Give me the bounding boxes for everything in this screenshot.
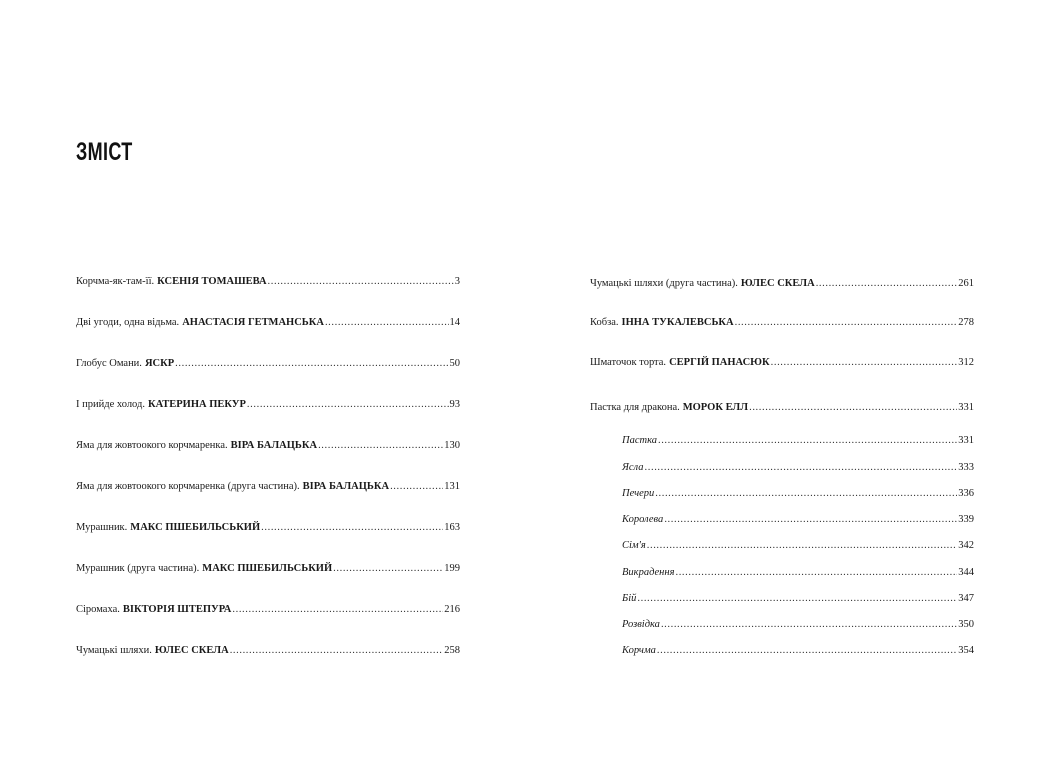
entry-author: ВІРА БАЛАЦЬКА <box>230 440 318 451</box>
dot-leader <box>175 357 448 371</box>
entry-page: 339 <box>958 514 974 525</box>
entry-title: Мурашник. <box>76 522 128 533</box>
sub-entry-title: Королева <box>622 514 664 525</box>
entry-title: Сіромаха. <box>76 604 120 615</box>
entry-title: Мурашник (друга частина). <box>76 563 200 574</box>
toc-sub-entry <box>622 566 974 580</box>
sub-entry-title: Печери <box>622 488 655 499</box>
entry-page: 331 <box>958 435 974 446</box>
sub-entry-title: Бій <box>622 593 637 604</box>
toc-entry <box>76 439 460 453</box>
entry-page: 336 <box>958 488 974 499</box>
page-title: ЗМІСТ <box>76 138 133 166</box>
entry-title: Корчма-як-там-її. <box>76 276 155 287</box>
toc-entry <box>590 401 974 415</box>
entry-author: ВІКТОРІЯ ШТЕПУРА <box>122 604 232 615</box>
entry-page: 278 <box>958 317 974 328</box>
entry-page: 130 <box>444 440 460 451</box>
entry-page: 258 <box>444 645 460 656</box>
dot-leader <box>268 275 454 289</box>
sub-entry-title: Корчма <box>622 645 656 656</box>
entry-title: І прийде холод. <box>76 399 145 410</box>
entry-author: АНАСТАСІЯ ГЕТМАНСЬКА <box>182 317 324 328</box>
dot-leader <box>325 316 449 330</box>
dot-leader <box>664 513 957 527</box>
dot-leader <box>637 592 957 606</box>
entry-page: 261 <box>958 278 974 289</box>
sub-entry-title: Розвідка <box>622 619 660 630</box>
dot-leader <box>655 487 957 501</box>
toc-entry <box>76 316 460 330</box>
toc-entry <box>76 357 460 371</box>
dot-leader <box>647 539 958 553</box>
entry-title: Шматочок торта. <box>590 357 667 368</box>
entry-author: ЮЛЕС СКЕЛА <box>154 645 229 656</box>
toc-sub-entry <box>622 461 974 475</box>
toc-sub-entry <box>622 513 974 527</box>
toc-entry <box>76 562 460 576</box>
dot-leader <box>318 439 443 453</box>
entry-author: МАКС ПШЕБИЛЬСЬКИЙ <box>202 563 333 574</box>
entry-title: Чумацькі шляхи. <box>76 645 152 656</box>
entry-author: СЕРГІЙ ПАНАСЮК <box>669 357 770 368</box>
toc-sub-entry <box>622 618 974 632</box>
entry-page: 50 <box>449 358 460 369</box>
entry-author: ІННА ТУКАЛЕВСЬКА <box>621 317 734 328</box>
dot-leader <box>645 461 958 475</box>
entry-page: 331 <box>958 402 974 413</box>
dot-leader <box>658 434 957 448</box>
entry-page: 347 <box>958 593 974 604</box>
dot-leader <box>390 480 443 494</box>
sub-entry-title: Ясла <box>622 462 644 473</box>
entry-author: ВІРА БАЛАЦЬКА <box>302 481 390 492</box>
toc-entry <box>76 398 460 412</box>
entry-author: КАТЕРИНА ПЕКУР <box>147 399 246 410</box>
toc-entry <box>590 316 974 330</box>
entry-author: ЯСКР <box>144 358 175 369</box>
dot-leader <box>247 398 449 412</box>
entry-title: Глобус Омани. <box>76 358 142 369</box>
entry-page: 342 <box>958 540 974 551</box>
dot-leader <box>230 644 444 658</box>
entry-title: Кобза. <box>590 317 619 328</box>
dot-leader <box>661 618 957 632</box>
toc-entry <box>76 521 460 535</box>
dot-leader <box>816 277 958 291</box>
dot-leader <box>735 316 958 330</box>
toc-entry <box>76 644 460 658</box>
entry-page: 199 <box>444 563 460 574</box>
entry-page: 312 <box>958 357 974 368</box>
entry-page: 344 <box>958 567 974 578</box>
entry-title: Яма для жовтоокого корчмаренка (друга частина). <box>76 481 300 492</box>
dot-leader <box>675 566 957 580</box>
dot-leader <box>771 356 958 370</box>
dot-leader <box>261 521 443 535</box>
entry-page: 333 <box>958 462 974 473</box>
toc-sub-entry <box>622 539 974 553</box>
toc-sub-entry <box>622 487 974 501</box>
dot-leader <box>657 644 957 658</box>
entry-page: 93 <box>449 399 460 410</box>
entry-page: 163 <box>444 522 460 533</box>
sub-entry-title: Сім'я <box>622 540 646 551</box>
entry-page: 216 <box>444 604 460 615</box>
entry-page: 354 <box>958 645 974 656</box>
entry-author: КСЕНІЯ ТОМАШЕВА <box>157 276 267 287</box>
toc-sub-entry <box>622 434 974 448</box>
toc-sub-entry <box>622 644 974 658</box>
entry-title: Пастка для дракона. <box>590 402 680 413</box>
toc-entry <box>76 275 460 289</box>
toc-entry <box>76 603 460 617</box>
entry-title: Яма для жовтоокого корчмаренка. <box>76 440 228 451</box>
entry-title: Дві угоди, одна відьма. <box>76 317 180 328</box>
dot-leader <box>749 401 957 415</box>
entry-page: 131 <box>444 481 460 492</box>
entry-page: 350 <box>958 619 974 630</box>
entry-author: ЮЛЕС СКЕЛА <box>740 278 815 289</box>
toc-entry <box>590 277 974 291</box>
entry-author: МОРОК ЕЛЛ <box>682 402 749 413</box>
sub-entry-title: Викрадення <box>622 567 675 578</box>
toc-sub-entry <box>622 592 974 606</box>
dot-leader <box>333 562 443 576</box>
toc-entry <box>590 356 974 370</box>
sub-entry-title: Пастка <box>622 435 657 446</box>
toc-entry <box>76 480 460 494</box>
dot-leader <box>232 603 443 617</box>
entry-author: МАКС ПШЕБИЛЬСЬКИЙ <box>130 522 261 533</box>
entry-title: Чумацькі шляхи (друга частина). <box>590 278 738 289</box>
entry-page: 3 <box>454 276 460 287</box>
entry-page: 14 <box>449 317 460 328</box>
